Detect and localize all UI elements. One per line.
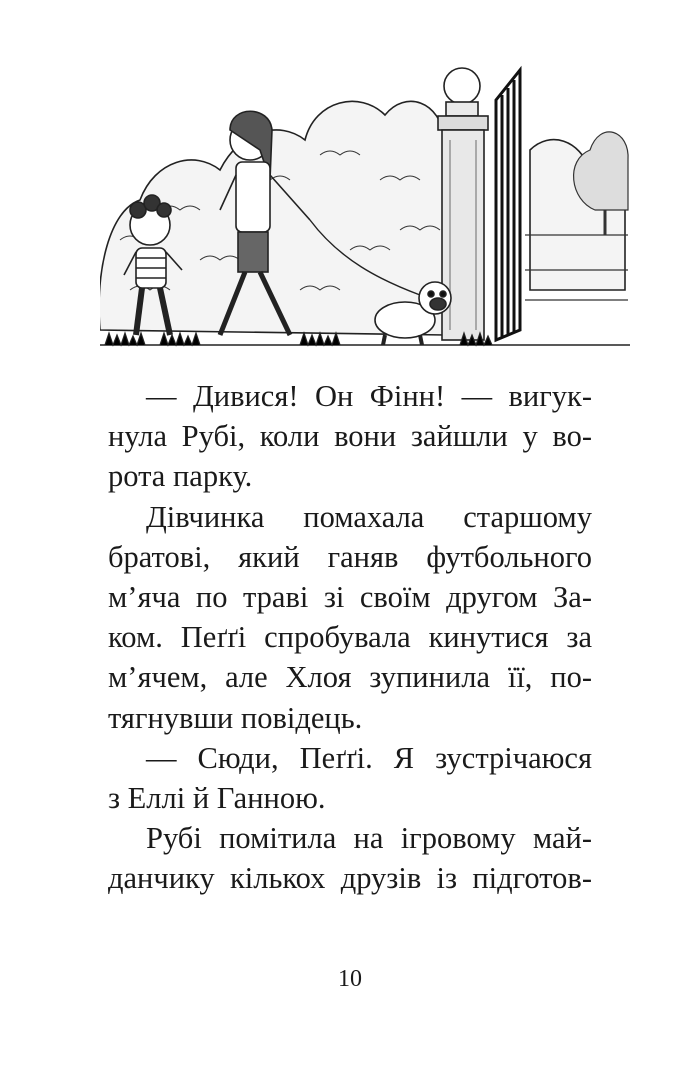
paragraph-1	[108, 376, 592, 497]
paragraph-2	[108, 497, 592, 738]
iron-gate	[496, 70, 520, 340]
text-line: тягнувши повідець.	[108, 700, 363, 735]
text-line: Рубі помітила на ігровому май-	[146, 821, 592, 856]
story-text	[108, 376, 592, 899]
page-number: 10	[338, 966, 362, 992]
text-line: данчику кількох друзів із підготов-	[108, 861, 592, 896]
text-line: — Сюди, Пеґґі. Я зустрічаюся	[146, 740, 592, 775]
text-line: рота парку.	[108, 459, 253, 494]
text-line: — Дивися! Он Фінн! — вигук-	[146, 379, 592, 413]
text-line: нула Рубі, коли вони зайшли у во-	[108, 419, 592, 454]
illustration-drawing	[100, 60, 630, 360]
text-line: м’яча по траві зі своїм другом За-	[108, 580, 592, 615]
distant-tree	[574, 132, 629, 210]
chapter-illustration	[100, 60, 630, 360]
paragraph-4	[108, 818, 592, 898]
text-line: з Еллі й Ганною.	[108, 781, 326, 816]
text-line: Дівчинка помахала старшому	[146, 499, 592, 534]
text-line: м’ячем, але Хлоя зупинила її, по-	[108, 660, 592, 695]
text-line: ком. Пеґґі спробувала кинутися за	[108, 620, 592, 655]
paragraph-3	[108, 738, 592, 818]
text-line: братові, який ганяв футбольного	[108, 539, 592, 574]
